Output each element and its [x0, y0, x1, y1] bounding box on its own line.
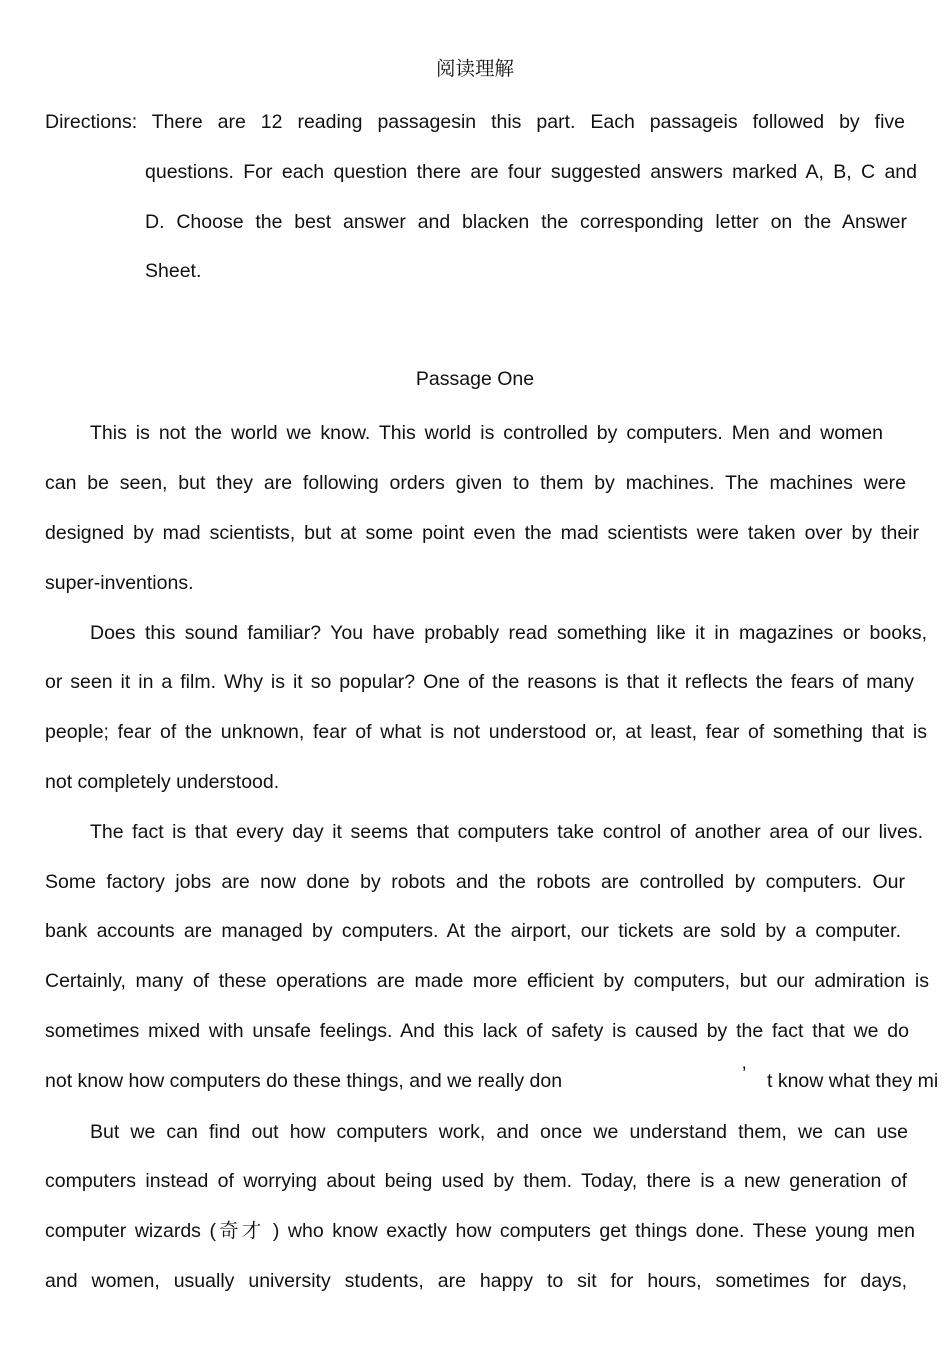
- paragraph-line: The fact is that every day it seems that computers take control of another area of our lives.: [90, 821, 923, 843]
- paragraph-line: Does this sound familiar? You have probably read something like it in magazines or books,: [90, 622, 927, 644]
- directions-line-4: Sheet.: [145, 260, 202, 282]
- apostrophe-mark: ’: [742, 1063, 747, 1085]
- directions-line-1: Directions: There are 12 reading passagesin this part. Each passageis followed by five: [45, 111, 905, 133]
- paragraph-line: super-inventions.: [45, 572, 194, 594]
- paragraph-line: designed by mad scientists, but at some point even the mad scientists were taken over by their: [45, 522, 919, 544]
- paragraph-line: or seen it in a film. Why is it so popular? One of the reasons is that it reflects the fears of many: [45, 671, 914, 693]
- paragraph-line: computers instead of worrying about being used by them. Today, there is a new generation of: [45, 1170, 907, 1192]
- passage-title: Passage One: [415, 368, 535, 390]
- paragraph-line: Certainly, many of these operations are made more efficient by computers, but our admiration is: [45, 970, 929, 992]
- paragraph-line: can be seen, but they are following orders given to them by machines. The machines were: [45, 472, 906, 494]
- paragraph-line: bank accounts are managed by computers. At the airport, our tickets are sold by a computer.: [45, 920, 901, 942]
- paragraph-line-overflow: t know what they mi: [767, 1070, 939, 1092]
- paragraph-line: computer wizards (奇才 ) who know exactly how computers get things done. These young men: [45, 1220, 915, 1242]
- paragraph-line: Some factory jobs are now done by robots and the robots are controlled by computers. Our: [45, 871, 905, 893]
- directions-line-2: questions. For each question there are four suggested answers marked A, B, C and: [145, 161, 917, 183]
- paragraph-line: sometimes mixed with unsafe feelings. And this lack of safety is caused by the fact that we do: [45, 1020, 909, 1042]
- paragraph-line: not know how computers do these things, and we really don: [45, 1070, 563, 1092]
- section-heading: 阅读理解: [435, 58, 514, 80]
- paragraph-line: This is not the world we know. This world is controlled by computers. Men and women: [90, 422, 883, 444]
- paragraph-line: But we can find out how computers work, and once we understand them, we can use: [90, 1121, 908, 1143]
- paragraph-line: and women, usually university students, are happy to sit for hours, sometimes for days,: [45, 1270, 907, 1292]
- paragraph-line: not completely understood.: [45, 771, 280, 793]
- paragraph-line: people; fear of the unknown, fear of what is not understood or, at least, fear of something that is: [45, 721, 927, 743]
- directions-line-3: D. Choose the best answer and blacken the corresponding letter on the Answer: [145, 211, 907, 233]
